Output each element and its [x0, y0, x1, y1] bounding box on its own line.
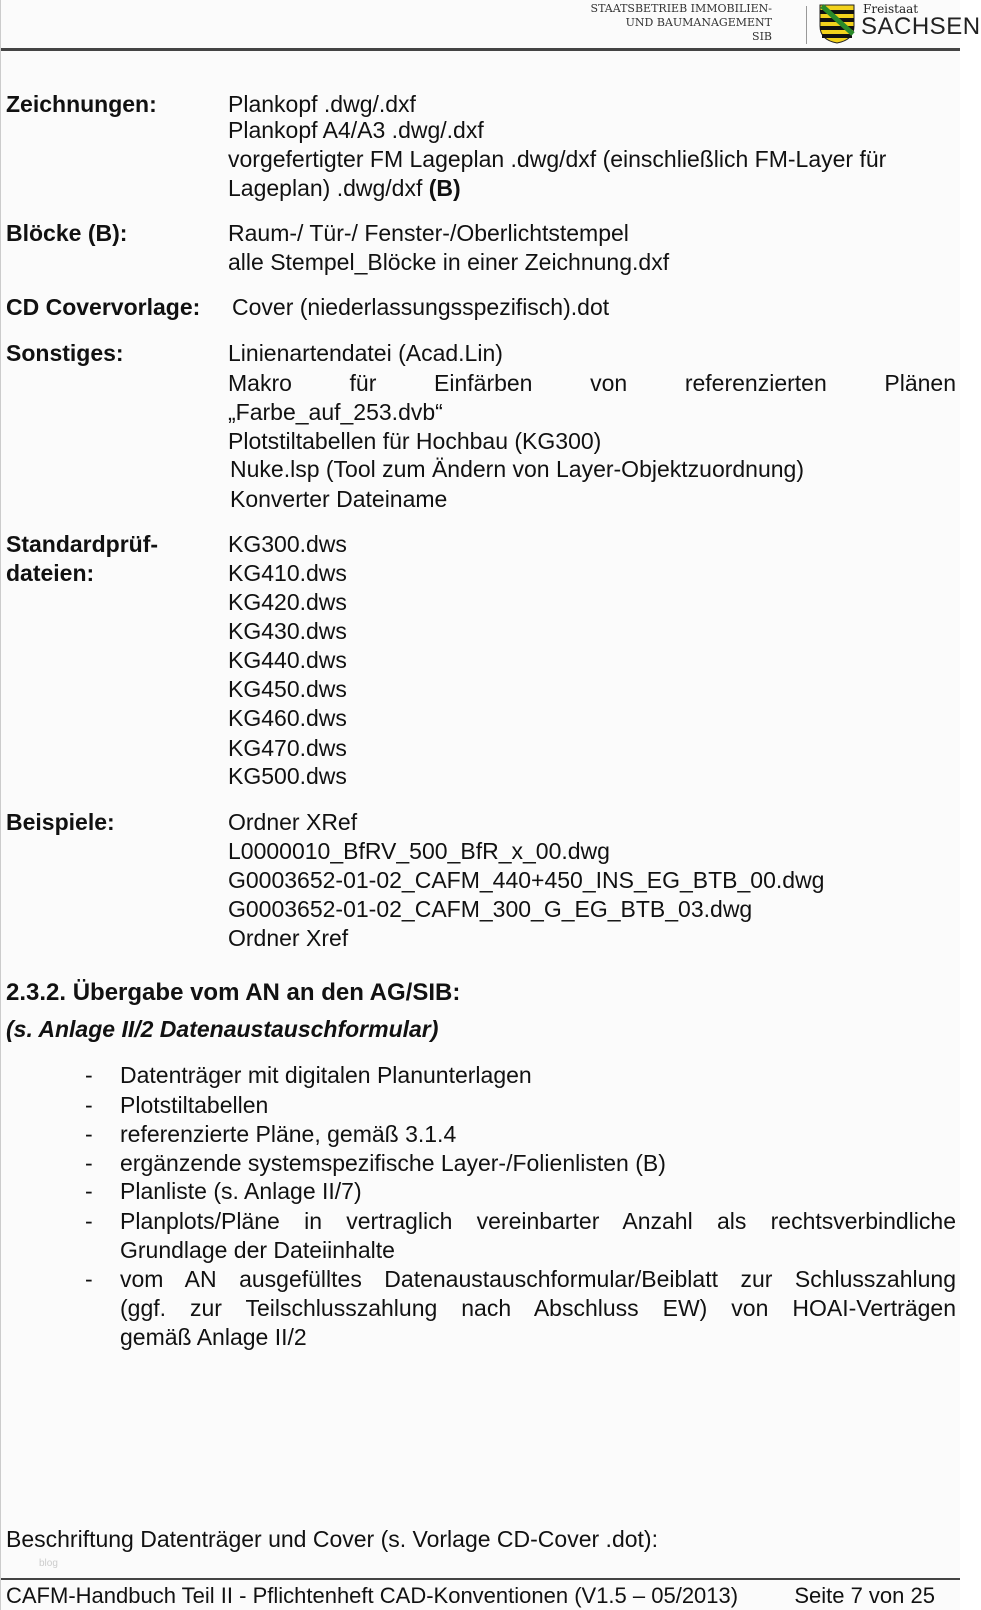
header-separator	[806, 6, 807, 44]
bullet-item: (ggf. zur Teilschlusszahlung nach Abschluss EW) von HOAI-Verträgen	[120, 1295, 956, 1321]
footer-title: CAFM-Handbuch Teil II - Pflichtenheft CAD-Konventionen (V1.5 – 05/2013)	[6, 1583, 739, 1608]
page-number: Seite 7 von 25	[794, 1583, 935, 1608]
bullet-item: Grundlage der Dateiinhalte	[120, 1237, 395, 1263]
watermark: blog	[39, 1558, 58, 1569]
list-item: Konverter Dateiname	[230, 486, 448, 512]
list-item: KG430.dws	[228, 618, 347, 644]
list-item: Cover (niederlassungsspezifisch).dot	[232, 294, 610, 320]
bullet-dash: -	[85, 1121, 93, 1147]
list-item: Ordner Xref	[228, 925, 349, 951]
list-item	[228, 175, 461, 201]
bullet-dash: -	[85, 1266, 93, 1292]
header-rule	[1, 48, 960, 51]
label-standardpruefdateien: dateien:	[6, 560, 95, 586]
bullet-item: referenzierte Pläne, gemäß 3.1.4	[120, 1121, 457, 1147]
bullet-dash: -	[85, 1150, 93, 1176]
list-item: G0003652-01-02_CAFM_300_G_EG_BTB_03.dwg	[228, 896, 753, 922]
list-item: Raum-/ Tür-/ Fenster-/Oberlichtstempel	[228, 220, 629, 246]
label-cd-covervorlage: CD Covervorlage:	[6, 294, 201, 320]
list-item: KG500.dws	[228, 763, 347, 789]
list-item-text: Lageplan) .dwg/dxf	[228, 175, 429, 201]
list-item: L0000010_BfRV_500_BfR_x_00.dwg	[228, 838, 610, 864]
list-item: KG410.dws	[228, 560, 347, 586]
list-item: vorgefertigter FM Lageplan .dwg/dxf (einschließlich FM-Layer für	[228, 146, 887, 172]
footer-rule	[1, 1578, 960, 1580]
list-item: Plankopf .dwg/.dxf	[228, 91, 416, 117]
bullet-item: Plotstiltabellen	[120, 1092, 269, 1118]
list-item: Plankopf A4/A3 .dwg/.dxf	[228, 117, 484, 143]
list-item: KG420.dws	[228, 589, 347, 615]
list-item: KG440.dws	[228, 647, 347, 673]
logo-freistaat: Freistaat	[863, 2, 919, 16]
list-item: KG470.dws	[228, 735, 347, 761]
bullet-item: vom AN ausgefülltes Datenaustauschformular/Beiblatt zur Schlusszahlung	[120, 1266, 956, 1292]
org-name	[591, 2, 772, 44]
list-item: Ordner XRef	[228, 809, 358, 835]
label-bloecke: Blöcke (B):	[6, 220, 128, 246]
beschriftung-text: Beschriftung Datenträger und Cover (s. Vorlage CD-Cover .dot):	[6, 1526, 658, 1552]
bullet-dash: -	[85, 1208, 93, 1234]
bullet-item: ergänzende systemspezifische Layer-/Folienlisten (B)	[120, 1150, 666, 1176]
list-item: Linienartendatei (Acad.Lin)	[228, 340, 503, 366]
org-line: UND BAUMANAGEMENT	[625, 16, 772, 29]
list-item: KG460.dws	[228, 705, 347, 731]
label-sonstiges: Sonstiges:	[6, 340, 124, 366]
b-marker: (B)	[428, 175, 461, 201]
bullet-dash: -	[85, 1092, 93, 1118]
logo-sachsen: SACHSEN	[861, 13, 981, 40]
bullet-item: Planplots/Pläne in vertraglich vereinbarter Anzahl als rechtsverbindliche	[120, 1208, 956, 1234]
section-heading: 2.3.2. Übergabe vom AN an den AG/SIB:	[6, 979, 461, 1006]
list-item: Nuke.lsp (Tool zum Ändern von Layer-Objektzuordnung)	[230, 456, 805, 482]
list-item: KG450.dws	[228, 676, 347, 702]
saxony-crest-icon	[819, 4, 855, 44]
bullet-item: gemäß Anlage II/2	[120, 1324, 307, 1350]
list-item: Makro für Einfärben von referenzierten Plänen	[228, 370, 956, 396]
org-line: STAATSBETRIEB IMMOBILIEN-	[590, 2, 772, 15]
list-item: „Farbe_auf_253.dvb“	[228, 399, 443, 425]
list-item: G0003652-01-02_CAFM_440+450_INS_EG_BTB_00.dwg	[228, 867, 825, 893]
section-subheading: (s. Anlage II/2 Datenaustauschformular)	[6, 1016, 439, 1042]
list-item: Plotstiltabellen für Hochbau (KG300)	[228, 428, 602, 454]
label-zeichnungen: Zeichnungen:	[6, 91, 157, 117]
list-item: alle Stempel_Blöcke in einer Zeichnung.dxf	[228, 249, 670, 275]
bullet-item: Planliste (s. Anlage II/7)	[120, 1178, 362, 1204]
bullet-dash: -	[85, 1062, 93, 1088]
label-standardpruefdateien: Standardprüf-	[6, 531, 159, 557]
bullet-item: Datenträger mit digitalen Planunterlagen	[120, 1062, 532, 1088]
bullet-dash: -	[85, 1178, 93, 1204]
org-line: SIB	[752, 30, 772, 43]
label-beispiele: Beispiele:	[6, 809, 115, 835]
list-item: KG300.dws	[228, 531, 347, 557]
